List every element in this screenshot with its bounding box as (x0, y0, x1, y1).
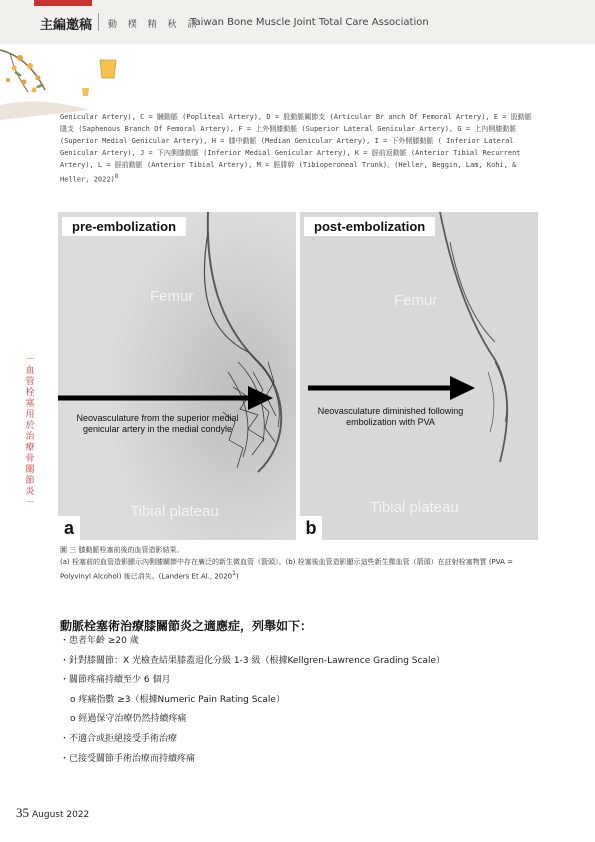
tibial-plateau-label: Tibial plateau (370, 499, 459, 516)
blossom-lantern-decoration (0, 20, 130, 120)
panel-pre-embolization (58, 212, 296, 540)
indications-list (60, 632, 540, 769)
femur-label: Femur (150, 288, 194, 305)
panel-post-embolization (300, 212, 538, 540)
angiogram-image-a (58, 212, 296, 540)
caption-title: 圖 三 膝動脈栓塞前後的血管造影結果。 (60, 546, 184, 554)
association-name: Taiwan Bone Muscle Joint Total Care Association (190, 17, 429, 28)
reference-superscript: 8 (114, 174, 119, 180)
list-item: ・針對膝關節：X 光檢查結果膝蓋退化分級 1-3 級（根據Kellgren-Lawrence Grading Scale） (60, 655, 446, 666)
side-topic-label: －血管栓塞用於治療骨關節炎－ (25, 355, 35, 508)
page-footer (16, 802, 89, 821)
pre-embolization-label: pre-embolization (62, 217, 186, 236)
page-number: 35 (16, 805, 29, 820)
header-accent-tab (34, 0, 92, 6)
tibial-plateau-label: Tibial plateau (130, 503, 219, 520)
panel-letter-b: b (300, 516, 322, 540)
reference-text: Genicular Artery), C = 膕動脈 (Popliteal Artery), D = 股動脈關節支 (Articular Br anch Of Femoral Artery), E = 股動脈隱支 (Saphenous Branch Of Femoral Artery), F = 上外側膝動脈 (Superior Lateral Genicular Artery), G = 上內側膝動脈 (Superior Medial Genicular Artery), H = 膝中動脈 (Median Genicular Artery), I = 下外側膝動脈 ( Inferior Lateral Genicular Artery), J = 下內側膝動脈 (Inferior Medial Genicular Artery), K = 脛前返動脈 (Anterior Tibial Recurrent Artery), L = 脛前動脈 (Anterior Tibial Artery), M = 脛腓幹 (Tibioperoneal Trunk)。(Heller, Beggin, Lam, Kohi, & Heller, 2022) (60, 113, 532, 184)
caption-text: (a) 栓塞前的血管造影顯示內側膝關節中存在廣泛的新生微血管（箭頭）。(b) 栓塞後血管造影顯示這些新生微血管（箭頭）在註射栓塞物質 (PVA = Polyvinyl Alcohol) 後已消失。(Landers Et Al., 2020 (60, 558, 514, 581)
panel-letter-a: a (58, 516, 80, 540)
list-item: ・不適合或拒絕接受手術治療 (60, 733, 178, 744)
post-embolization-label: post-embolization (304, 217, 435, 236)
journal-name: 動 樸 精 秋 訊 (108, 20, 201, 30)
reference-paragraph (60, 111, 538, 185)
list-item: ・關節疼痛持續至少 6 個月 (60, 675, 171, 686)
section-title: 主編邀稿 (40, 18, 93, 33)
femur-label: Femur (394, 292, 438, 309)
list-item: ・患者年齡 ≥20 歲 (60, 636, 139, 646)
issue-date: August 2022 (32, 810, 90, 820)
neovasculature-note: Neovasculature diminished following embolization with PVA (317, 406, 464, 427)
list-item: ・已接受關節手術治療而持續疼痛 (60, 753, 196, 764)
neovasculature-note: Neovasculature from the superior medial genicular artery in the medial condyle (76, 413, 239, 434)
caption-superscript: 1 (232, 571, 236, 577)
section-heading: 動脈栓塞術治療膝關節炎之適應症，列舉如下： (60, 619, 313, 633)
list-item: o 經過保守治療仍然持續疼痛 (70, 714, 187, 725)
angiography-figure (58, 212, 538, 540)
list-item: o 疼痛指數 ≥3（根據Numeric Pain Rating Scale） (70, 694, 285, 705)
caption-body (60, 556, 540, 582)
caption-close: ) (235, 572, 239, 581)
figure-caption (60, 544, 540, 582)
angiogram-image-b (300, 212, 538, 540)
